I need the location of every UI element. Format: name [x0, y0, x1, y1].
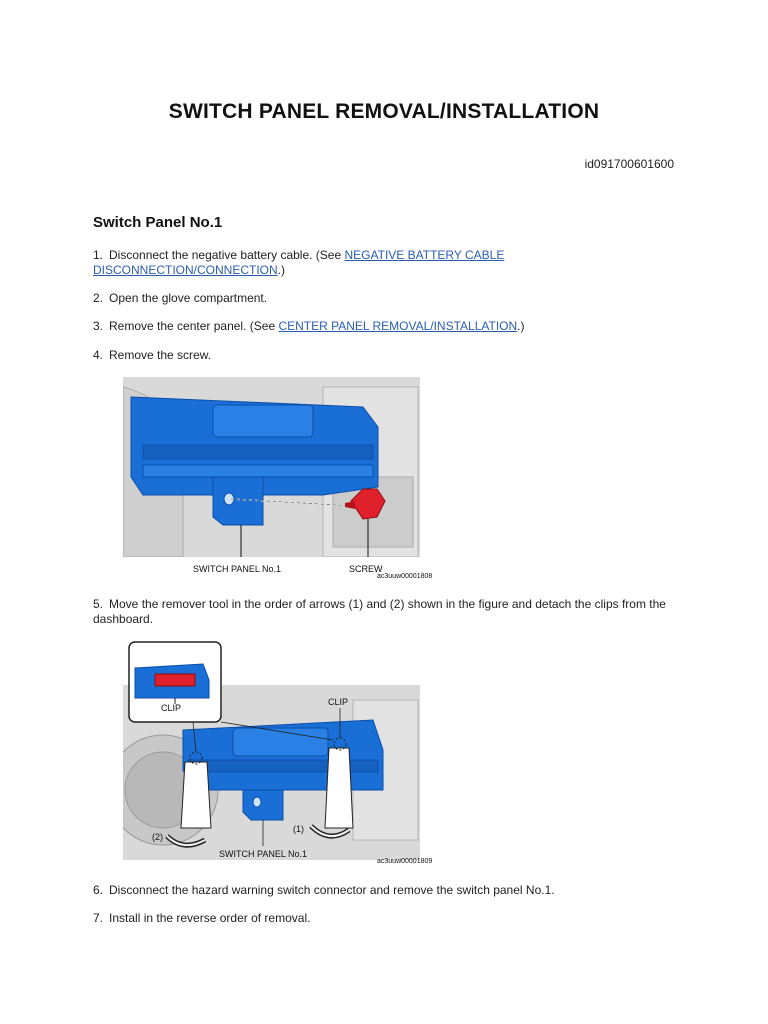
step-2 — [93, 291, 673, 306]
step-3 — [93, 319, 673, 334]
step-1 — [93, 248, 673, 278]
document-id: id091700601600 — [584, 157, 674, 171]
step-number: 7. — [93, 911, 104, 925]
step-number: 3. — [93, 319, 104, 333]
step-text: Open the glove compartment. — [109, 291, 268, 305]
step-text-suffix: .) — [277, 263, 286, 277]
step-number: 4. — [93, 348, 104, 362]
figure-2-label-arrow-1: (1) — [293, 824, 304, 834]
step-number: 5. — [93, 597, 104, 611]
step-5 — [93, 597, 673, 627]
step-text: Install in the reverse order of removal. — [109, 911, 311, 925]
step-4 — [93, 348, 673, 363]
section-title: Switch Panel No.1 — [93, 214, 223, 231]
figure-clip-detach — [123, 640, 420, 860]
step-number: 2. — [93, 291, 104, 305]
figure-2-illustration — [123, 640, 420, 860]
step-text: Disconnect the negative battery cable. (See — [109, 248, 345, 262]
figure-2-inset-label-clip: CLIP — [161, 703, 182, 713]
figure-1-illustration — [123, 377, 420, 557]
step-6 — [93, 883, 673, 898]
step-7 — [93, 911, 673, 926]
link-negative-battery-cable[interactable]: NEGATIVE BATTERY CABLE DISCONNECTION/CONNECTION — [93, 248, 505, 277]
step-text: Move the remover tool in the order of arrows (1) and (2) shown in the figure and detach the clips from the dashboard. — [93, 597, 666, 626]
step-text: Remove the center panel. (See — [109, 319, 279, 333]
figure-2-code: ac3uuw00001809 — [377, 858, 433, 865]
figure-2-label-switch-panel: SWITCH PANEL No.1 — [219, 849, 308, 859]
figure-screw-removal — [123, 377, 420, 557]
page-title: SWITCH PANEL REMOVAL/INSTALLATION — [168, 100, 600, 123]
step-text-suffix: .) — [517, 319, 525, 333]
step-number: 1. — [93, 248, 104, 262]
figure-2-label-clip: CLIP — [328, 697, 349, 707]
figure-1-label-switch-panel: SWITCH PANEL No.1 — [193, 564, 282, 574]
step-number: 6. — [93, 883, 104, 897]
link-center-panel[interactable]: CENTER PANEL REMOVAL/INSTALLATION — [278, 319, 518, 333]
figure-2-label-arrow-2: (2) — [152, 832, 163, 842]
figure-1-code: ac3uuw00001808 — [377, 573, 433, 580]
step-text: Remove the screw. — [109, 348, 212, 362]
figure-1-label-screw: SCREW — [349, 564, 383, 574]
step-text: Disconnect the hazard warning switch connector and remove the switch panel No.1. — [109, 883, 555, 897]
